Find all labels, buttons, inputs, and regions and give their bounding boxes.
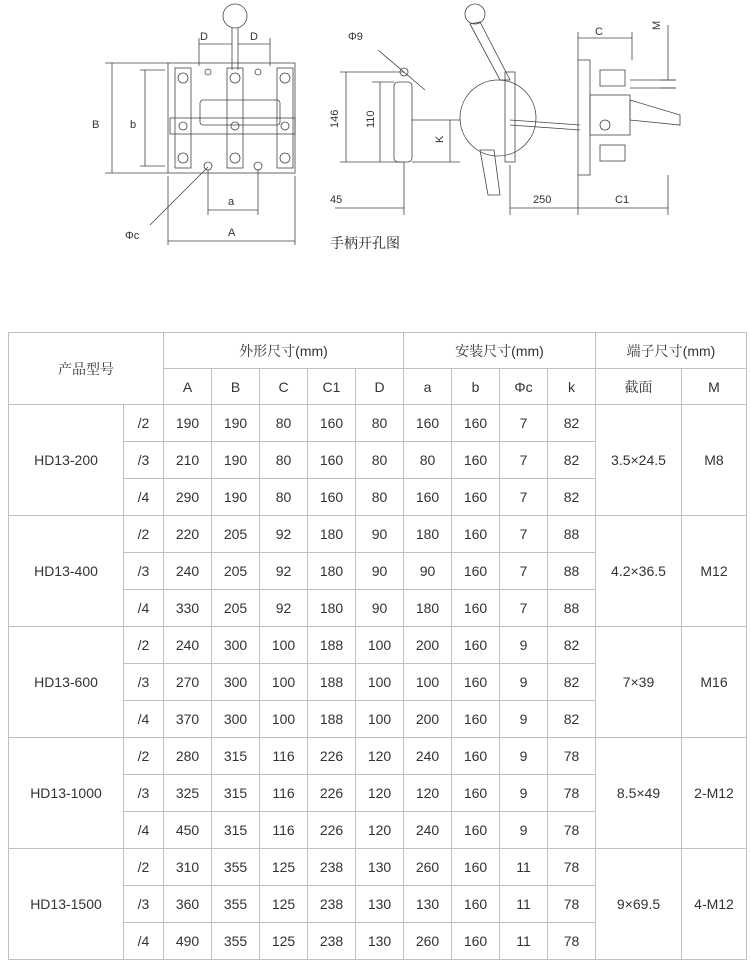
value-cell: 180: [404, 516, 452, 553]
table-row: [9, 405, 747, 442]
value-cell: 90: [404, 553, 452, 590]
value-cell: 100: [260, 701, 308, 738]
value-cell: 200: [404, 627, 452, 664]
bolt-cell: M16: [682, 627, 747, 738]
value-cell: 120: [356, 775, 404, 812]
value-cell: 92: [260, 553, 308, 590]
bolt-cell: M8: [682, 405, 747, 516]
value-cell: 7: [500, 479, 548, 516]
value-cell: 300: [212, 664, 260, 701]
value-cell: 160: [404, 405, 452, 442]
variant-cell: /3: [124, 886, 164, 923]
value-cell: 205: [212, 553, 260, 590]
value-cell: 125: [260, 849, 308, 886]
value-cell: 80: [356, 442, 404, 479]
dim-label-c1: C1: [615, 194, 630, 206]
value-cell: 300: [212, 701, 260, 738]
value-cell: 360: [164, 886, 212, 923]
value-cell: 160: [308, 479, 356, 516]
value-cell: 160: [452, 590, 500, 627]
value-cell: 100: [260, 627, 308, 664]
bolt-cell: 4-M12: [682, 849, 747, 960]
dim-label-b-lower: b: [130, 119, 137, 131]
dim-label-k: K: [434, 135, 446, 143]
value-cell: 355: [212, 886, 260, 923]
value-cell: 9: [500, 738, 548, 775]
value-cell: 355: [212, 923, 260, 960]
value-cell: 11: [500, 886, 548, 923]
value-cell: 205: [212, 516, 260, 553]
bolt-cell: 2-M12: [682, 738, 747, 849]
section-cell: 9×69.5: [596, 849, 682, 960]
value-cell: 7: [500, 442, 548, 479]
value-cell: 315: [212, 738, 260, 775]
value-cell: 290: [164, 479, 212, 516]
value-cell: 90: [356, 516, 404, 553]
value-cell: 130: [404, 886, 452, 923]
value-cell: 80: [260, 405, 308, 442]
value-cell: 82: [548, 479, 596, 516]
value-cell: 188: [308, 664, 356, 701]
bolt-cell: M12: [682, 516, 747, 627]
header-row-1: [9, 333, 747, 369]
value-cell: 238: [308, 886, 356, 923]
variant-cell: /4: [124, 590, 164, 627]
value-cell: 226: [308, 775, 356, 812]
header-col: M: [682, 369, 747, 405]
header-col: 截面: [596, 369, 682, 405]
dim-label-c: C: [595, 26, 603, 38]
value-cell: 80: [260, 442, 308, 479]
value-cell: 160: [452, 479, 500, 516]
value-cell: 325: [164, 775, 212, 812]
dim-label-d-right: D: [250, 31, 258, 43]
dim-label-a-lower: a: [228, 196, 235, 208]
value-cell: 210: [164, 442, 212, 479]
value-cell: 130: [356, 849, 404, 886]
value-cell: 190: [212, 479, 260, 516]
section-cell: 7×39: [596, 627, 682, 738]
section-cell: 3.5×24.5: [596, 405, 682, 516]
value-cell: 100: [356, 627, 404, 664]
header-model: 产品型号: [9, 333, 164, 405]
variant-cell: /4: [124, 479, 164, 516]
variant-cell: /4: [124, 812, 164, 849]
value-cell: 310: [164, 849, 212, 886]
value-cell: 160: [452, 701, 500, 738]
dim-label-a-upper: A: [228, 227, 236, 239]
value-cell: 238: [308, 849, 356, 886]
value-cell: 7: [500, 405, 548, 442]
dim-label-110: 110: [365, 110, 377, 128]
value-cell: 80: [356, 405, 404, 442]
value-cell: 80: [356, 479, 404, 516]
value-cell: 180: [308, 590, 356, 627]
value-cell: 125: [260, 923, 308, 960]
value-cell: 240: [164, 627, 212, 664]
header-col: C1: [308, 369, 356, 405]
value-cell: 88: [548, 553, 596, 590]
variant-cell: /3: [124, 553, 164, 590]
variant-cell: /3: [124, 442, 164, 479]
table-row: [9, 738, 747, 775]
variant-cell: /3: [124, 775, 164, 812]
value-cell: 7: [500, 553, 548, 590]
variant-cell: /4: [124, 923, 164, 960]
header-col: D: [356, 369, 404, 405]
value-cell: 280: [164, 738, 212, 775]
value-cell: 370: [164, 701, 212, 738]
value-cell: 190: [212, 405, 260, 442]
value-cell: 80: [404, 442, 452, 479]
value-cell: 9: [500, 627, 548, 664]
value-cell: 130: [356, 923, 404, 960]
value-cell: 116: [260, 812, 308, 849]
spec-table-body: [9, 405, 747, 960]
value-cell: 120: [356, 812, 404, 849]
value-cell: 490: [164, 923, 212, 960]
header-col: Φc: [500, 369, 548, 405]
variant-cell: /3: [124, 664, 164, 701]
variant-cell: /4: [124, 701, 164, 738]
value-cell: 315: [212, 775, 260, 812]
dim-label-d-left: D: [200, 31, 208, 43]
value-cell: 78: [548, 812, 596, 849]
spec-table: [8, 332, 747, 960]
value-cell: 330: [164, 590, 212, 627]
value-cell: 90: [356, 590, 404, 627]
value-cell: 11: [500, 849, 548, 886]
dim-label-m: M: [651, 20, 663, 30]
model-cell: HD13-1500: [9, 849, 124, 960]
value-cell: 92: [260, 590, 308, 627]
value-cell: 116: [260, 738, 308, 775]
value-cell: 88: [548, 516, 596, 553]
header-col: b: [452, 369, 500, 405]
value-cell: 82: [548, 442, 596, 479]
variant-cell: /2: [124, 627, 164, 664]
header-col: B: [212, 369, 260, 405]
value-cell: 116: [260, 775, 308, 812]
value-cell: 9: [500, 664, 548, 701]
value-cell: 160: [452, 442, 500, 479]
value-cell: 160: [308, 442, 356, 479]
value-cell: 160: [452, 812, 500, 849]
value-cell: 238: [308, 923, 356, 960]
variant-cell: /2: [124, 738, 164, 775]
model-cell: HD13-600: [9, 627, 124, 738]
value-cell: 78: [548, 738, 596, 775]
value-cell: 78: [548, 923, 596, 960]
dimension-drawing: [0, 0, 750, 270]
value-cell: 7: [500, 516, 548, 553]
model-cell: HD13-400: [9, 516, 124, 627]
table-row: [9, 849, 747, 886]
value-cell: 270: [164, 664, 212, 701]
value-cell: 90: [356, 553, 404, 590]
value-cell: 9: [500, 812, 548, 849]
value-cell: 82: [548, 627, 596, 664]
value-cell: 188: [308, 627, 356, 664]
value-cell: 160: [452, 738, 500, 775]
dim-label-146: 146: [329, 109, 341, 128]
value-cell: 355: [212, 849, 260, 886]
value-cell: 88: [548, 590, 596, 627]
value-cell: 190: [212, 442, 260, 479]
value-cell: 200: [404, 701, 452, 738]
value-cell: 9: [500, 775, 548, 812]
header-col: k: [548, 369, 596, 405]
value-cell: 78: [548, 775, 596, 812]
table-row: [9, 516, 747, 553]
value-cell: 9: [500, 701, 548, 738]
value-cell: 240: [404, 812, 452, 849]
variant-cell: /2: [124, 516, 164, 553]
variant-cell: /2: [124, 405, 164, 442]
value-cell: 188: [308, 701, 356, 738]
handle-hole: [394, 82, 412, 162]
model-cell: HD13-200: [9, 405, 124, 516]
value-cell: 120: [404, 775, 452, 812]
variant-cell: /2: [124, 849, 164, 886]
value-cell: 78: [548, 886, 596, 923]
value-cell: 205: [212, 590, 260, 627]
value-cell: 7: [500, 590, 548, 627]
value-cell: 240: [164, 553, 212, 590]
value-cell: 260: [404, 849, 452, 886]
value-cell: 160: [452, 553, 500, 590]
value-cell: 450: [164, 812, 212, 849]
value-cell: 82: [548, 405, 596, 442]
header-install-dims: 安装尺寸(mm): [404, 333, 596, 369]
header-col: a: [404, 369, 452, 405]
dim-label-45: 45: [330, 194, 343, 206]
value-cell: 160: [404, 479, 452, 516]
dim-label-250: 250: [533, 194, 552, 206]
value-cell: 100: [404, 664, 452, 701]
value-cell: 78: [548, 849, 596, 886]
value-cell: 190: [164, 405, 212, 442]
value-cell: 125: [260, 886, 308, 923]
value-cell: 220: [164, 516, 212, 553]
value-cell: 82: [548, 664, 596, 701]
value-cell: 160: [452, 516, 500, 553]
header-col: A: [164, 369, 212, 405]
dim-label-phic: Φc: [125, 230, 140, 242]
value-cell: 160: [452, 627, 500, 664]
value-cell: 82: [548, 701, 596, 738]
model-cell: HD13-1000: [9, 738, 124, 849]
section-cell: 4.2×36.5: [596, 516, 682, 627]
value-cell: 260: [404, 923, 452, 960]
value-cell: 100: [356, 701, 404, 738]
value-cell: 160: [452, 664, 500, 701]
value-cell: 160: [452, 405, 500, 442]
value-cell: 180: [404, 590, 452, 627]
drawing-caption: 手柄开孔图: [330, 236, 400, 252]
value-cell: 160: [452, 775, 500, 812]
value-cell: 240: [404, 738, 452, 775]
value-cell: 11: [500, 923, 548, 960]
dim-label-phi9: Φ9: [348, 31, 363, 43]
value-cell: 160: [452, 923, 500, 960]
value-cell: 92: [260, 516, 308, 553]
mechanism-disc: [460, 80, 536, 156]
value-cell: 315: [212, 812, 260, 849]
value-cell: 120: [356, 738, 404, 775]
value-cell: 160: [308, 405, 356, 442]
value-cell: 160: [452, 886, 500, 923]
value-cell: 80: [260, 479, 308, 516]
value-cell: 130: [356, 886, 404, 923]
value-cell: 300: [212, 627, 260, 664]
header-col: C: [260, 369, 308, 405]
value-cell: 180: [308, 516, 356, 553]
table-row: [9, 627, 747, 664]
handle-knob: [223, 4, 247, 28]
value-cell: 180: [308, 553, 356, 590]
side-base: [578, 60, 590, 175]
dim-label-b-upper: B: [92, 119, 100, 131]
value-cell: 100: [260, 664, 308, 701]
value-cell: 100: [356, 664, 404, 701]
header-terminal-dims: 端子尺寸(mm): [596, 333, 747, 369]
value-cell: 160: [452, 849, 500, 886]
header-outer-dims: 外形尺寸(mm): [164, 333, 404, 369]
section-cell: 8.5×49: [596, 738, 682, 849]
value-cell: 226: [308, 738, 356, 775]
value-cell: 226: [308, 812, 356, 849]
